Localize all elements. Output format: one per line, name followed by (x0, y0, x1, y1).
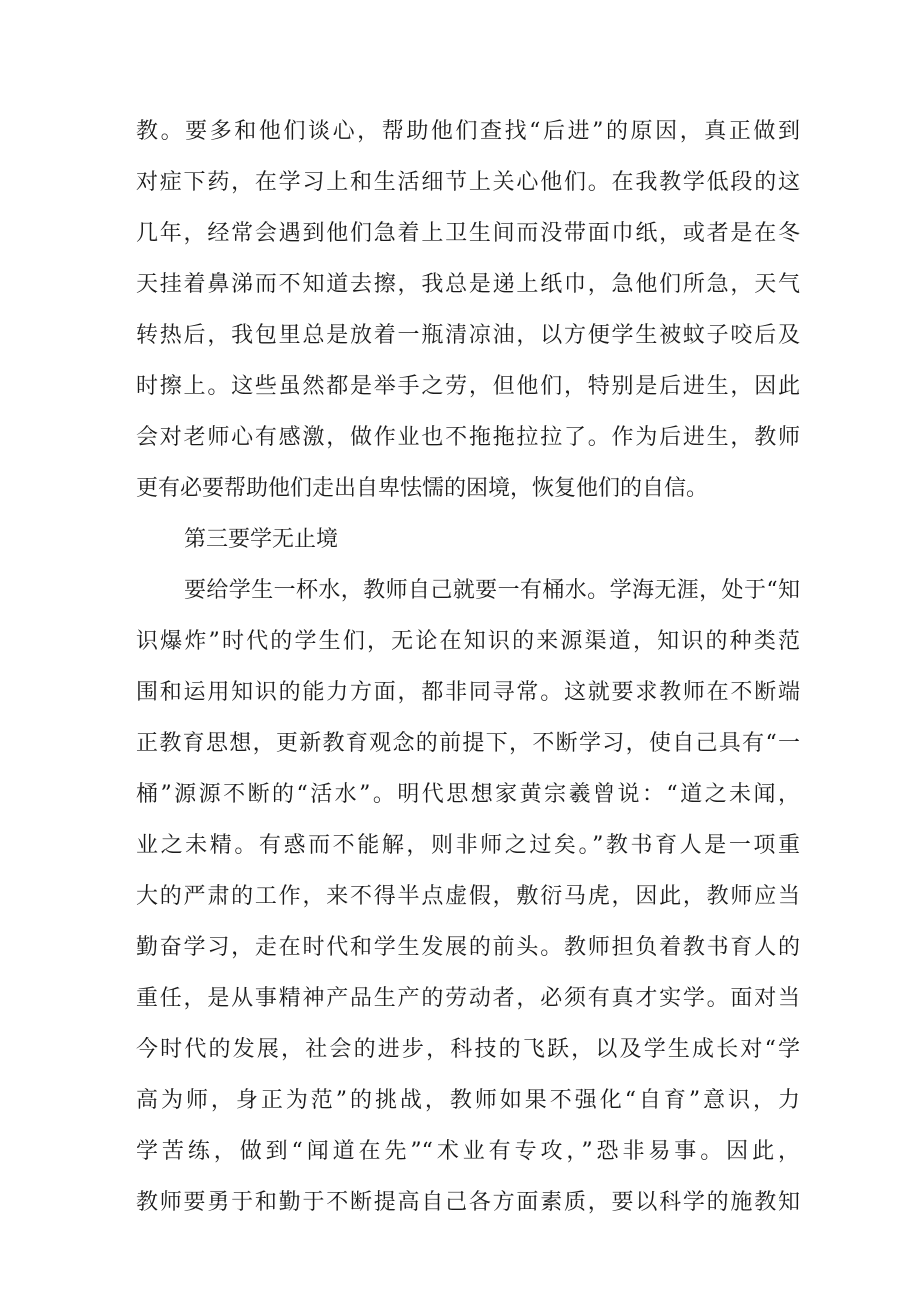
text-line: 天挂着鼻涕而不知道去擦，我总是递上纸巾，急他们所急，天气 (136, 272, 800, 297)
text-line: 对症下药，在学习上和生活细节上关心他们。在我教学低段的这 (136, 170, 800, 195)
text-line: 业之未精。有惑而不能解，则非师之过矣。”教书育人是一项重 (136, 833, 800, 858)
text-line: 要给学生一杯水，教师自己就要一有桶水。学海无涯，处于“知 (184, 578, 800, 603)
paragraph-endless-learning (136, 571, 800, 1234)
text-line: 教。要多和他们谈心，帮助他们查找“后进”的原因，真正做到 (136, 119, 800, 144)
text-line: 时擦上。这些虽然都是举手之劳，但他们，特别是后进生，因此 (136, 374, 800, 399)
text-line: 高为师，身正为范”的挑战，教师如果不强化“自育”意识，力 (136, 1088, 800, 1113)
document-body (136, 112, 800, 1234)
text-line: 学苦练，做到“闻道在先”“术业有专攻，”恐非易事。因此， (136, 1139, 800, 1164)
text-line: 围和运用知识的能力方面，都非同寻常。这就要求教师在不断端 (136, 680, 800, 705)
text-line: 几年，经常会遇到他们急着上卫生间而没带面巾纸，或者是在冬 (136, 221, 800, 246)
text-line: 会对老师心有感激，做作业也不拖拖拉拉了。作为后进生，教师 (136, 425, 800, 450)
text-line: 勤奋学习，走在时代和学生发展的前头。教师担负着教书育人的 (136, 935, 800, 960)
text-line: 更有必要帮助他们走出自卑怯懦的困境，恢复他们的自信。 (136, 476, 709, 501)
text-line: 大的严肃的工作，来不得半点虚假，敷衍马虎，因此，教师应当 (136, 884, 800, 909)
paragraph-helping-underachievers (136, 112, 800, 520)
text-line: 转热后，我包里总是放着一瓶清凉油，以方便学生被蚊子咬后及 (136, 323, 800, 348)
text-line: 正教育思想，更新教育观念的前提下，不断学习，使自己具有“一 (136, 731, 800, 756)
text-line: 识爆炸”时代的学生们，无论在知识的来源渠道，知识的种类范 (136, 629, 800, 654)
section-heading: 第三要学无止境 (184, 527, 339, 552)
text-line: 教师要勇于和勤于不断提高自己各方面素质，要以科学的施教知 (136, 1190, 800, 1215)
text-line: 今时代的发展，社会的进步，科技的飞跃，以及学生成长对“学 (136, 1037, 800, 1062)
text-line: 桶”源源不断的“活水”。明代思想家黄宗羲曾说：“道之未闻， (136, 782, 800, 807)
text-line: 重任，是从事精神产品生产的劳动者，必须有真才实学。面对当 (136, 986, 800, 1011)
